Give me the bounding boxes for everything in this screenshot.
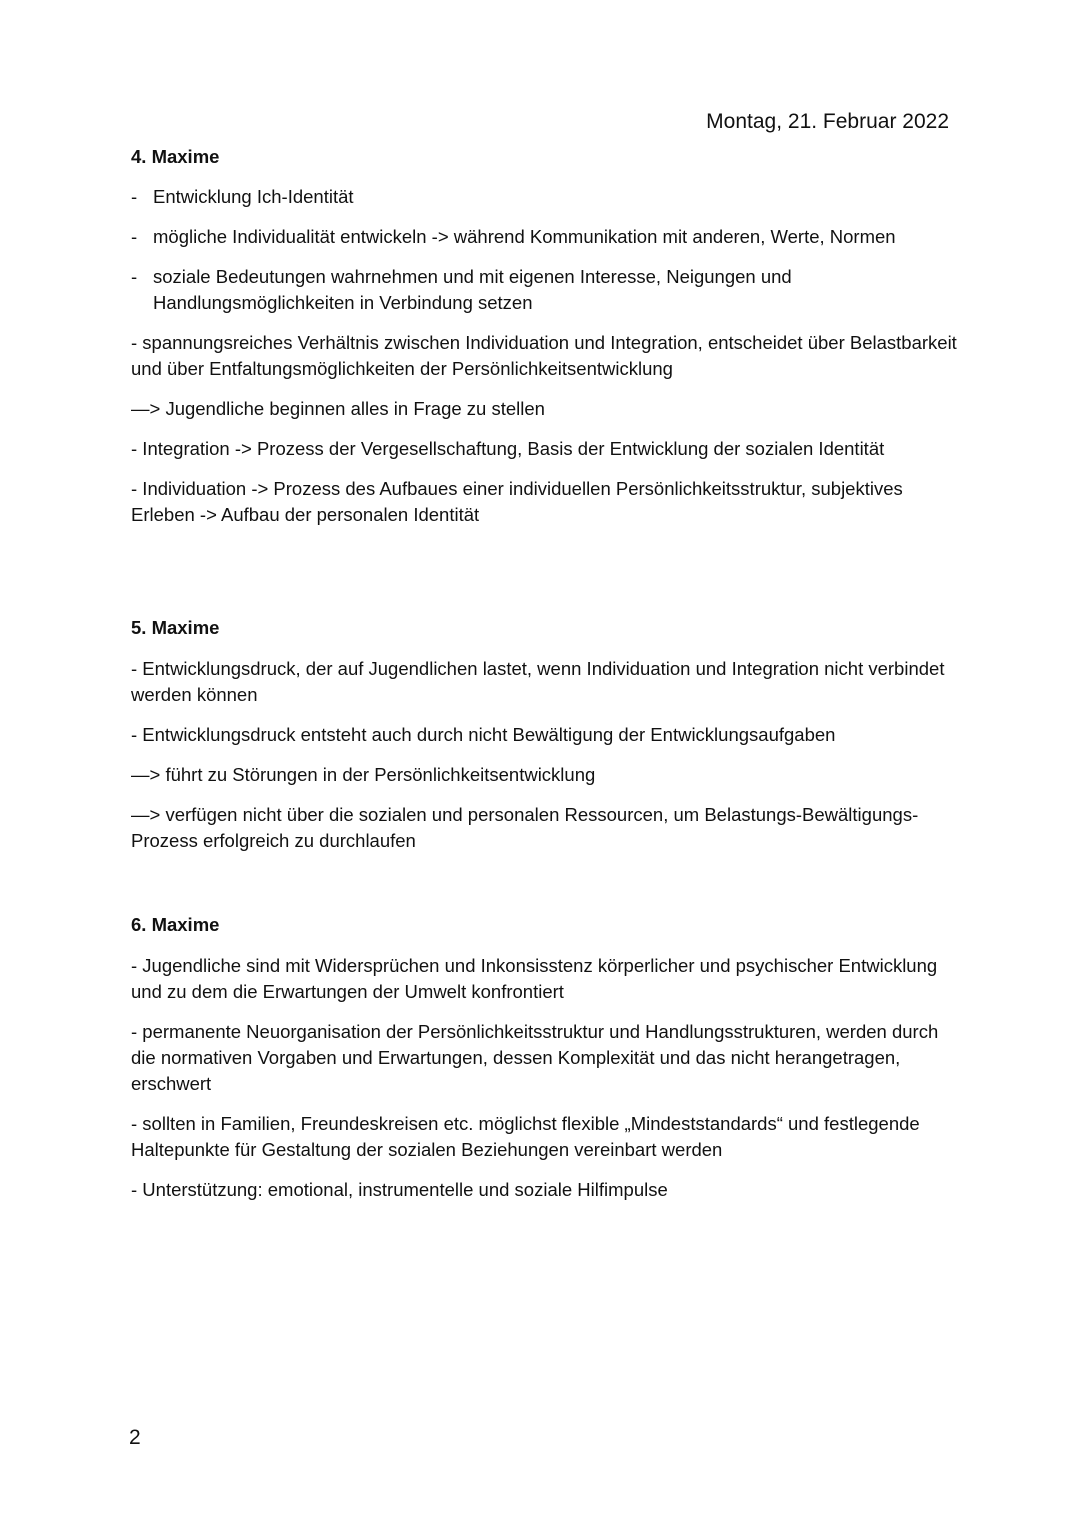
paragraph: —> Jugendliche beginnen alles in Frage zu stellen — [131, 398, 545, 419]
section-6-maxime — [131, 912, 961, 1217]
dash-bullet-icon: - — [131, 226, 138, 247]
paragraph: - spannungsreiches Verhältnis zwischen Individuation und Integration, entscheidet über Belastbarkeit und über Entfaltungsmöglichkeiten der Persönlichkeitsentwicklung — [131, 332, 957, 379]
paragraph: - Unterstützung: emotional, instrumentelle und soziale Hilfimpulse — [131, 1179, 668, 1200]
paragraph: - Entwicklungsdruck, der auf Jugendlichen lastet, wenn Individuation und Integration nicht verbindet werden können — [131, 658, 945, 705]
section-5-maxime — [131, 615, 961, 868]
section-4-maxime — [131, 144, 961, 542]
list-item-text: Entwicklung Ich-Identität — [153, 186, 354, 207]
section-title: 6. Maxime — [131, 914, 220, 935]
list-item — [131, 184, 961, 210]
paragraph: - sollten in Familien, Freundeskreisen etc. möglichst flexible „Mindeststandards“ und festlegende Haltepunkte für Gestaltung der sozialen Beziehungen vereinbart werden — [131, 1113, 920, 1160]
paragraph: - permanente Neuorganisation der Persönlichkeitsstruktur und Handlungsstrukturen, werden durch die normativen Vorgaben und Erwartungen, dessen Komplexität und das nicht herangetragen, erschwert — [131, 1021, 939, 1094]
list-item — [131, 224, 961, 250]
section-title: 5. Maxime — [131, 617, 220, 638]
list-item-text: soziale Bedeutungen wahrnehmen und mit eigenen Interesse, Neigungen und Handlungsmöglichkeiten in Verbindung setzen — [153, 266, 792, 313]
document-date: Montag, 21. Februar 2022 — [706, 110, 949, 133]
paragraph: - Integration -> Prozess der Vergesellschaftung, Basis der Entwicklung der sozialen Identität — [131, 438, 885, 459]
paragraph: —> führt zu Störungen in der Persönlichkeitsentwicklung — [131, 764, 596, 785]
paragraph: —> verfügen nicht über die sozialen und personalen Ressourcen, um Belastungs-Bewältigungs-Prozess erfolgreich zu durchlaufen — [131, 804, 919, 851]
paragraph: - Jugendliche sind mit Widersprüchen und Inkonsisstenz körperlicher und psychischer Entwicklung und zu dem die Erwartungen der Umwelt konfrontiert — [131, 955, 938, 1002]
dash-bullet-icon: - — [131, 266, 138, 287]
dash-bullet-icon: - — [131, 186, 138, 207]
list-item — [131, 264, 961, 316]
paragraph: - Entwicklungsdruck entsteht auch durch nicht Bewältigung der Entwicklungsaufgaben — [131, 724, 836, 745]
paragraph: - Individuation -> Prozess des Aufbaues einer individuellen Persönlichkeitsstruktur, subjektives Erleben -> Aufbau der personalen Identität — [131, 478, 903, 525]
section-title: 4. Maxime — [131, 146, 220, 167]
bullet-list — [131, 184, 961, 316]
list-item-text: mögliche Individualität entwickeln -> während Kommunikation mit anderen, Werte, Normen — [153, 226, 896, 247]
page-number: 2 — [129, 1426, 141, 1449]
